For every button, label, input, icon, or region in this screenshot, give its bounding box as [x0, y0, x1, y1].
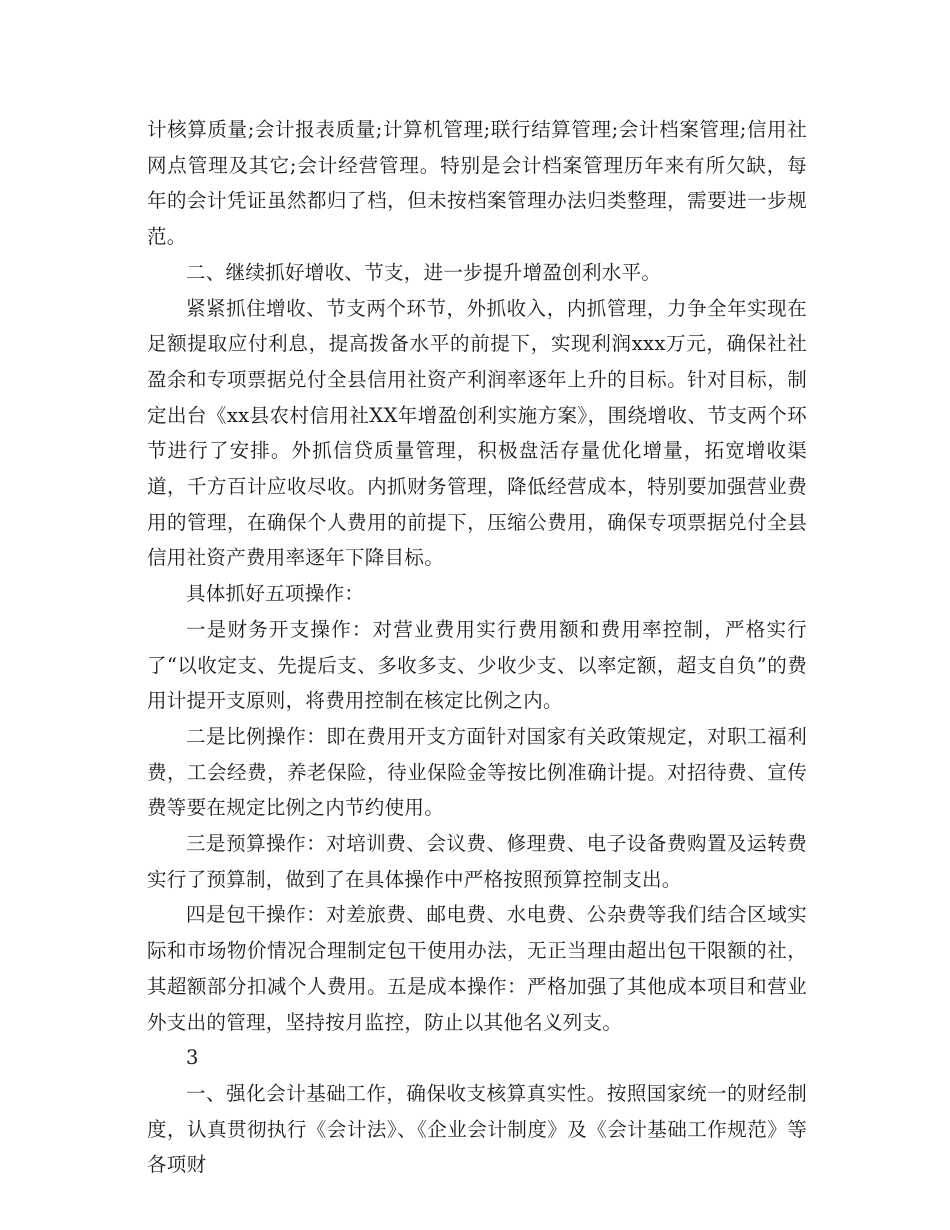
paragraph-operation-4-5: 四是包干操作：对差旅费、邮电费、水电费、公杂费等我们结合区域实际和市场物价情况合理制定包干使用办法，无正当理由超出包干限额的社，其超额部分扣减个人费用。五是成本操作：严格加强了其他成本项目和营业外支出的管理，坚持按月监控，防止以其他名义列支。: [147, 903, 807, 1034]
section-number: 3: [186, 1046, 199, 1070]
paragraph-profit-plan: 紧紧抓住增收、节支两个环节，外抓收入，内抓管理，力争全年实现在足额提取应付利息，提高拨备水平的前提下，实现利润xxx万元，确保社社盈余和专项票据兑付全县信用社资产利润率逐年上升的目标。针对目标，制定出台《xx县农村信用社XX年增盈创利实施方案》，围绕增收、节支两个环节进行了安排。外抓信贷质量管理，积极盘活存量优化增量，拓宽增收渠道，千方百计应收尽收。内抓财务管理，降低经营成本，特别要加强营业费用的管理，在确保个人费用的前提下，压缩公费用，确保专项票据兑付全县信用社资产费用率逐年下降目标。: [147, 296, 807, 570]
section-heading-1: 一、强化会计基础工作，确保收支核算真实性。按照国家统一的财经制度，认真贯彻执行《会计法》、《企业会计制度》及《会计基础工作规范》等各项财: [147, 1081, 807, 1177]
paragraph-five-operations-intro: 具体抓好五项操作：: [186, 582, 365, 606]
paragraph-operation-2: 二是比例操作：即在费用开支方面针对国家有关政策规定，对职工福利费，工会经费，养老保险，待业保险金等按比例准确计提。对招待费、宣传费等要在规定比例之内节约使用。: [147, 724, 807, 820]
paragraph-continuation: 计核算质量;会计报表质量;计算机管理;联行结算管理;会计档案管理;信用社网点管理及其它;会计经营管理。特别是会计档案管理历年来有所欠缺，每年的会计凭证虽然都归了档，但未按档案管理办法归类整理，需要进一步规范。: [147, 118, 807, 249]
paragraph-operation-1: 一是财务开支操作：对营业费用实行费用额和费用率控制，严格实行了“以收定支、先提后支、多收多支、少收少支、以率定额，超支自负”的费用计提开支原则，将费用控制在核定比例之内。: [147, 617, 807, 713]
paragraph-operation-3: 三是预算操作：对培训费、会议费、修理费、电子设备费购置及运转费实行了预算制，做到了在具体操作中严格按照预算控制支出。: [147, 832, 807, 891]
section-heading-2: 二、继续抓好增收、节支，进一步提升增盈创利水平。: [186, 260, 662, 284]
document-body: [147, 112, 807, 1183]
